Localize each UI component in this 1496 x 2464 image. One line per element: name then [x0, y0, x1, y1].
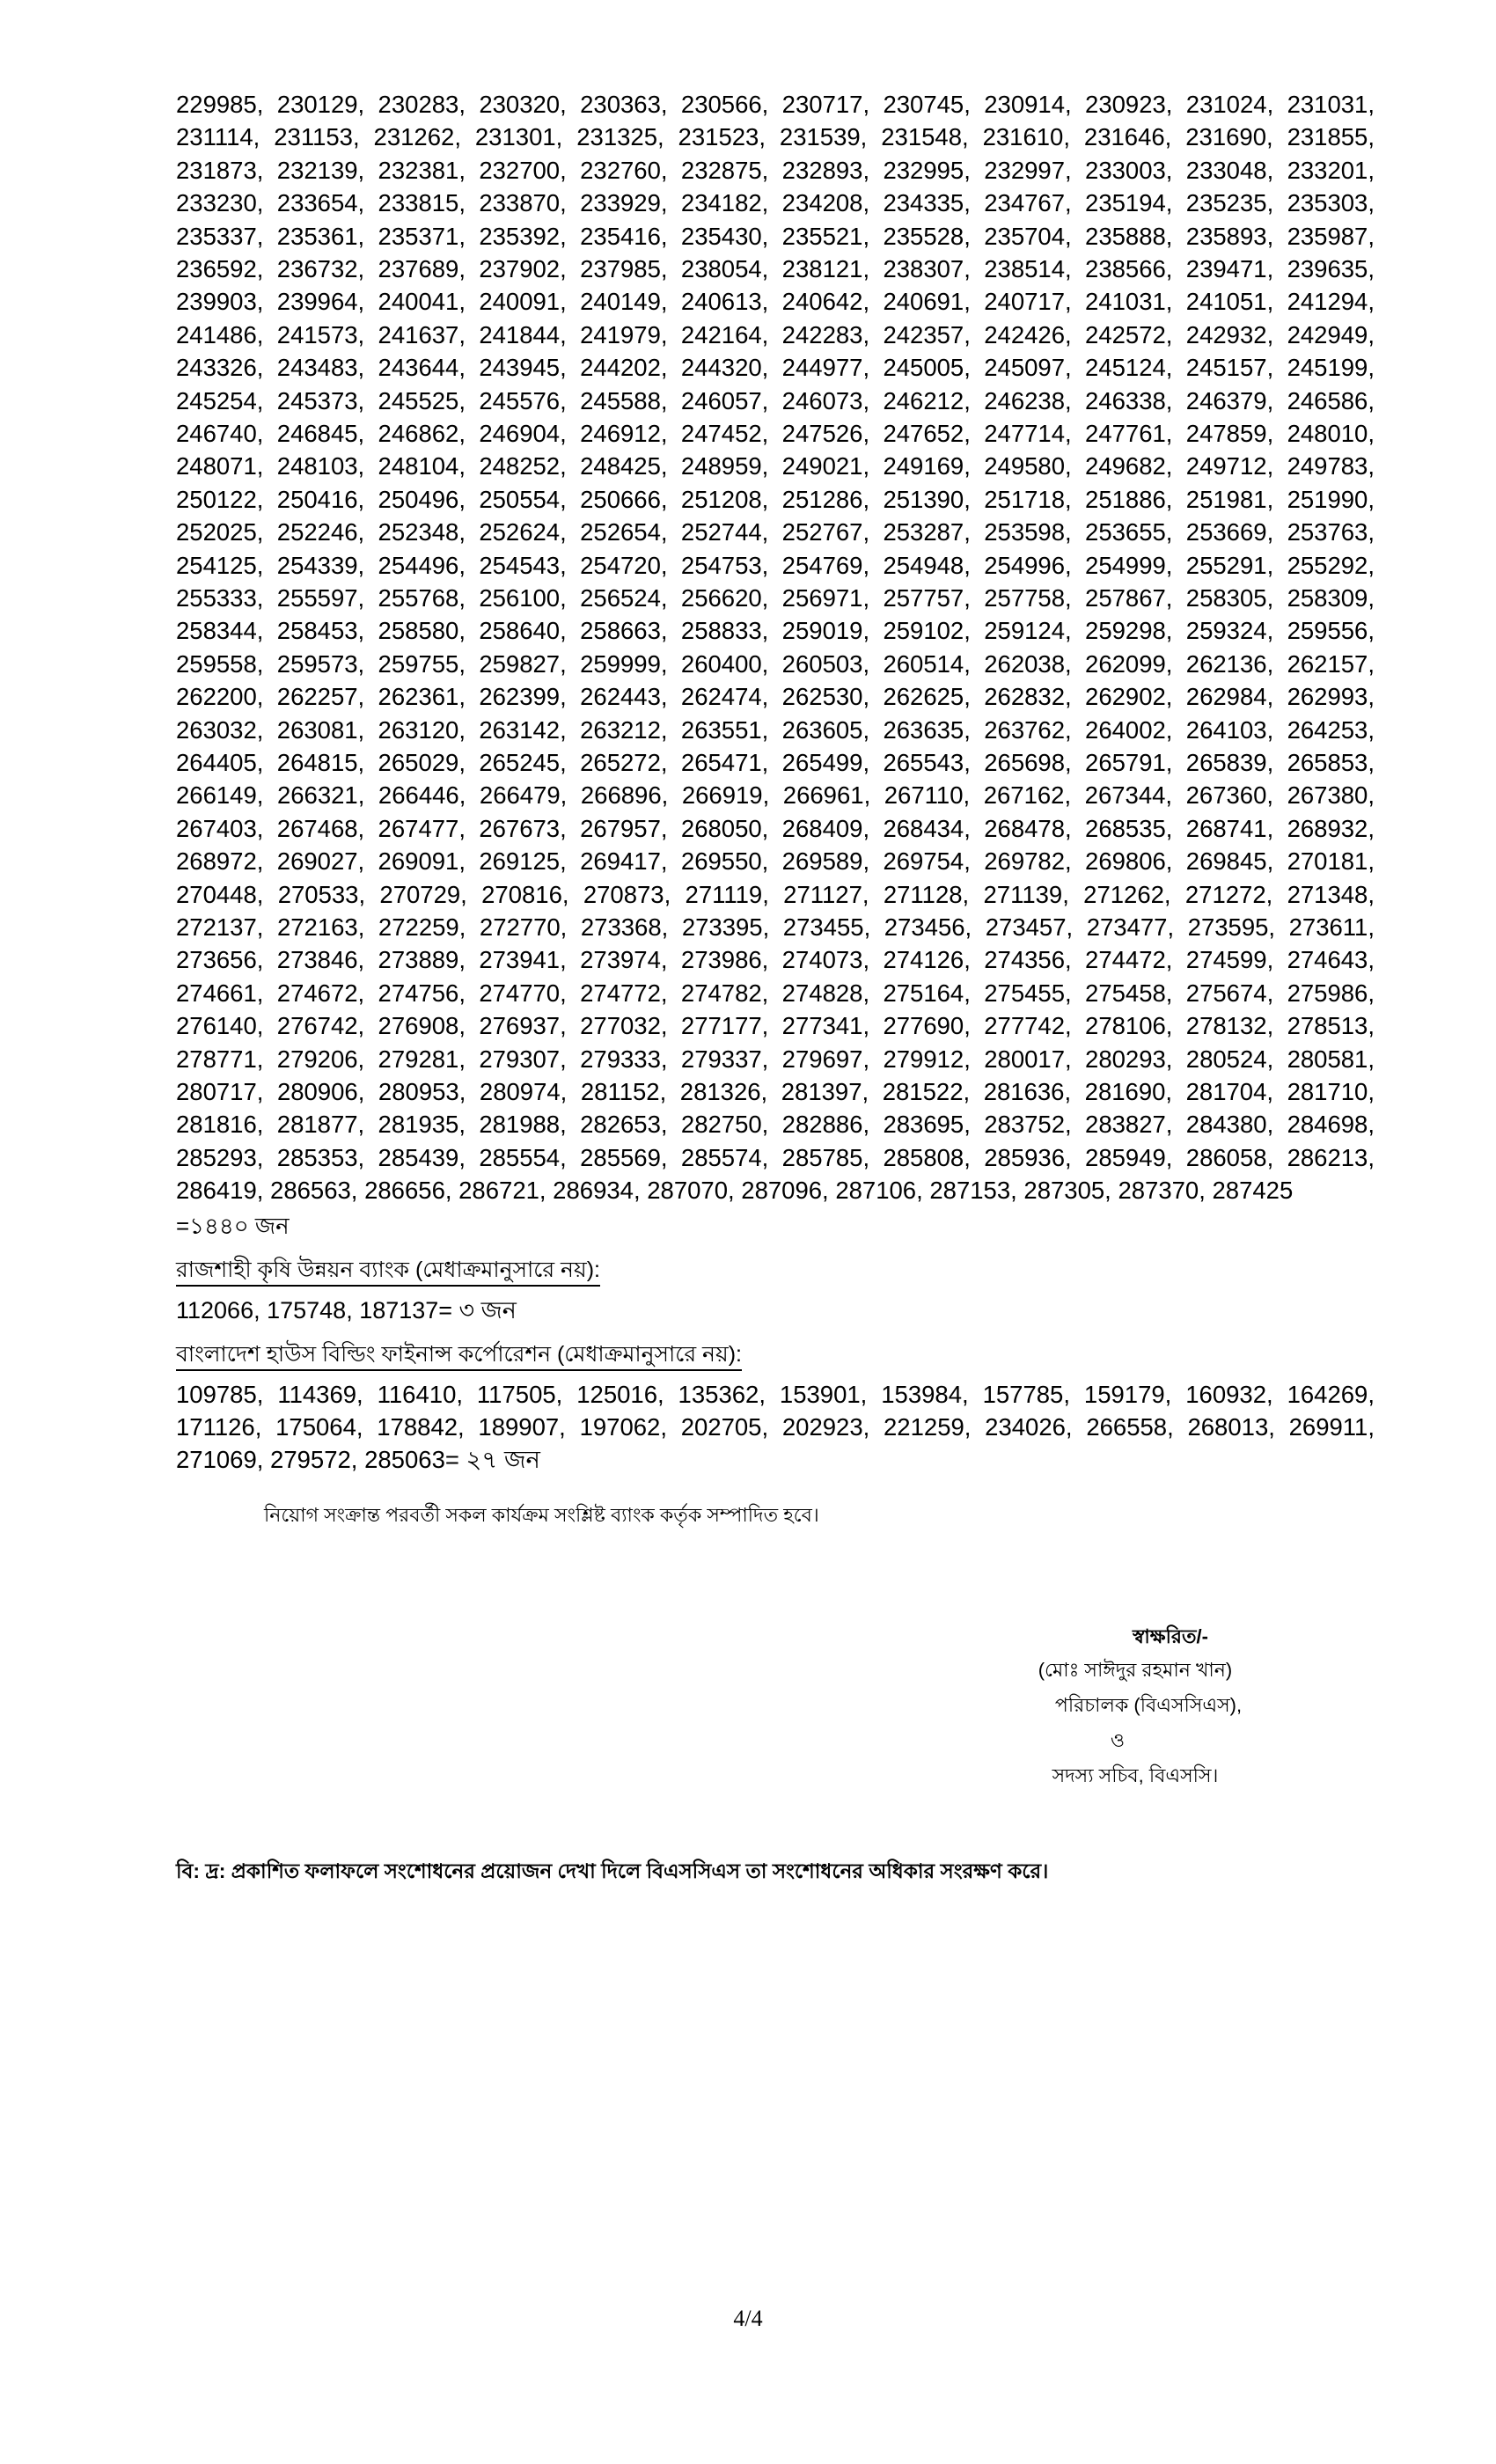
roll-number-line: 258344, 258453, 258580, 258640, 258663, 258833, 259019, 259102, 259124, 259298, 259324, 259556, [176, 617, 1375, 645]
roll-number-line: 285293, 285353, 285439, 285554, 285569, 285574, 285785, 285808, 285936, 285949, 286058, 286213, [176, 1143, 1375, 1171]
bhbfc-rolls-line: 171126, 175064, 178842, 189907, 197062, 202705, 202923, 221259, 234026, 266558, 268013, 269911, [176, 1413, 1375, 1441]
roll-number-line: 233230, 233654, 233815, 233870, 233929, 234182, 234208, 234335, 234767, 235194, 235235, 235303, [176, 189, 1375, 217]
roll-number-line: 263032, 263081, 263120, 263142, 263212, 263551, 263605, 263635, 263762, 264002, 264103, 264253, [176, 715, 1375, 744]
roll-number-line: 286419, 286563, 286656, 286721, 286934, 287070, 287096, 287106, 287153, 287305, 287370, 287425 [176, 1177, 1294, 1205]
bhbfc-rolls-line: 271069, 279572, 285063= ২৭ জন [176, 1446, 540, 1473]
page-number: 4/4 [733, 2306, 763, 2331]
appointment-note: নিয়োগ সংক্রান্ত পরবর্তী সকল কার্যক্রম সংশ্লিষ্ট ব্যাংক কর্তৃক সম্পাদিত হবে। [264, 1504, 819, 1526]
main-total: =১৪৪০ জন [176, 1213, 290, 1239]
roll-number-line: 266149, 266321, 266446, 266479, 266896, 266919, 266961, 267110, 267162, 267344, 267360, 267380, [176, 781, 1375, 810]
signed-mark: স্বাক্ষরিত/- [1133, 1625, 1208, 1647]
roll-number-line: 264405, 264815, 265029, 265245, 265272, 265471, 265499, 265543, 265698, 265791, 265839, 265853, [176, 749, 1375, 776]
roll-number-line: 276140, 276742, 276908, 276937, 277032, 277177, 277341, 277690, 277742, 278106, 278132, 278513, [176, 1012, 1375, 1040]
roll-number-line: 259558, 259573, 259755, 259827, 259999, 260400, 260503, 260514, 262038, 262099, 262136, 262157, [176, 649, 1375, 678]
roll-number-line: 235337, 235361, 235371, 235392, 235416, 235430, 235521, 235528, 235704, 235888, 235893, 235987, [176, 222, 1375, 250]
roll-number-line: 268972, 269027, 269091, 269125, 269417, 269550, 269589, 269754, 269782, 269806, 269845, 270181, [176, 847, 1375, 876]
roll-number-line: 278771, 279206, 279281, 279307, 279333, 279337, 279697, 279912, 280017, 280293, 280524, 280581, [176, 1045, 1375, 1073]
roll-number-line: 280717, 280906, 280953, 280974, 281152, 281326, 281397, 281522, 281636, 281690, 281704, 281710, [176, 1078, 1375, 1105]
signatory-name: (মোঃ সাঈদুর রহমান খান) [1038, 1659, 1233, 1681]
bhbfc-rolls-line: 109785, 114369, 116410, 117505, 125016, 135362, 153901, 153984, 157785, 159179, 160932, 164269, [176, 1381, 1375, 1408]
bhbfc-heading: বাংলাদেশ হাউস বিল্ডিং ফাইনান্স কর্পোরেশন (মেধাক্রমানুসারে নয়): [176, 1339, 742, 1371]
signatory-secretary: সদস্য সচিব, বিএসসি। [1052, 1764, 1219, 1786]
roll-number-line: 254125, 254339, 254496, 254543, 254720, 254753, 254769, 254948, 254996, 254999, 255291, 255292, [176, 551, 1375, 579]
roll-number-line: 273656, 273846, 273889, 273941, 273974, 273986, 274073, 274126, 274356, 274472, 274599, 274643, [176, 946, 1375, 974]
roll-number-line: 262200, 262257, 262361, 262399, 262443, 262474, 262530, 262625, 262832, 262902, 262984, 262993, [176, 683, 1375, 711]
roll-number-line: 267403, 267468, 267477, 267673, 267957, 268050, 268409, 268434, 268478, 268535, 268741, 268932, [176, 814, 1375, 842]
roll-number-line: 255333, 255597, 255768, 256100, 256524, 256620, 256971, 257757, 257758, 257867, 258305, 258309, [176, 584, 1375, 612]
roll-number-line: 250122, 250416, 250496, 250554, 250666, 251208, 251286, 251390, 251718, 251886, 251981, 251990, [176, 485, 1375, 513]
roll-number-line: 243326, 243483, 243644, 243945, 244202, 244320, 244977, 245005, 245097, 245124, 245157, 245199, [176, 354, 1375, 382]
roll-number-line: 281816, 281877, 281935, 281988, 282653, 282750, 282886, 283695, 283752, 283827, 284380, 284698, [176, 1111, 1375, 1139]
roll-number-line: 248071, 248103, 248104, 248252, 248425, 248959, 249021, 249169, 249580, 249682, 249712, 249783, [176, 452, 1375, 480]
roll-number-line: 270448, 270533, 270729, 270816, 270873, 271119, 271127, 271128, 271139, 271262, 271272, 271348, [176, 880, 1375, 908]
roll-number-line: 274661, 274672, 274756, 274770, 274772, 274782, 274828, 275164, 275455, 275458, 275674, 275986, [176, 979, 1375, 1007]
rajshahi-heading: রাজশাহী কৃষি উন্নয়ন ব্যাংক (মেধাক্রমানুসারে নয়): [176, 1255, 600, 1287]
roll-number-line: 246740, 246845, 246862, 246904, 246912, 247452, 247526, 247652, 247714, 247761, 247859, 248010, [176, 420, 1375, 447]
roll-number-line: 241486, 241573, 241637, 241844, 241979, 242164, 242283, 242357, 242426, 242572, 242932, 242949, [176, 320, 1375, 348]
roll-number-line: 231873, 232139, 232381, 232700, 232760, 232875, 232893, 232995, 232997, 233003, 233048, 233201, [176, 156, 1375, 184]
signatory-title: পরিচালক (বিএসসিএস), [1054, 1694, 1243, 1716]
rajshahi-rolls: 112066, 175748, 187137= ৩ জন [176, 1297, 517, 1324]
footnote: বি: দ্র: প্রকাশিত ফলাফলে সংশোধনের প্রয়োজন দেখা দিলে বিএসসিএস তা সংশোধনের অধিকার সংরক্ষণ করে। [176, 1859, 1049, 1882]
roll-number-line: 245254, 245373, 245525, 245576, 245588, 246057, 246073, 246212, 246238, 246338, 246379, 246586, [176, 386, 1375, 414]
roll-number-line: 231114, 231153, 231262, 231301, 231325, 231523, 231539, 231548, 231610, 231646, 231690, 231855, [176, 123, 1375, 151]
roll-number-line: 252025, 252246, 252348, 252624, 252654, 252744, 252767, 253287, 253598, 253655, 253669, 253763, [176, 518, 1375, 546]
roll-number-line: 236592, 236732, 237689, 237902, 237985, 238054, 238121, 238307, 238514, 238566, 239471, 239635, [176, 255, 1375, 282]
roll-number-line: 239903, 239964, 240041, 240091, 240149, 240613, 240642, 240691, 240717, 241031, 241051, 241294, [176, 288, 1375, 316]
signatory-conjunction: ও [1110, 1729, 1126, 1751]
roll-number-line: 272137, 272163, 272259, 272770, 273368, 273395, 273455, 273456, 273457, 273477, 273595, 273611, [176, 913, 1375, 941]
roll-number-line: 229985, 230129, 230283, 230320, 230363, 230566, 230717, 230745, 230914, 230923, 231024, 231031, [176, 91, 1375, 118]
